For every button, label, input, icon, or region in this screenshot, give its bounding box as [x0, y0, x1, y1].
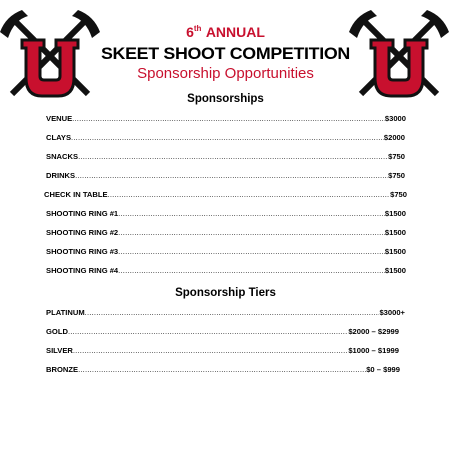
- page-title: SKEET SHOOT COMPETITION: [100, 45, 350, 63]
- sponsorships-heading: Sponsorships: [187, 93, 264, 105]
- item-label: SHOOTING RING #2: [46, 228, 119, 237]
- tiers-heading: Sponsorship Tiers: [175, 287, 276, 299]
- list-item: [46, 247, 406, 257]
- item-label: SILVER: [46, 346, 73, 355]
- list-item: [46, 266, 406, 276]
- list-item: [46, 365, 400, 375]
- item-label: DRINKS: [46, 171, 76, 180]
- item-price: $750: [388, 152, 405, 161]
- page-subtitle: Sponsorship Opportunities: [137, 65, 314, 82]
- logo-letter: U: [395, 70, 403, 81]
- leader-dots: [75, 171, 388, 181]
- annual-label: [0, 24, 451, 40]
- leader-dots: [78, 365, 366, 375]
- item-price: $1500: [384, 228, 406, 237]
- item-label: GOLD: [46, 327, 68, 336]
- item-price: $1000 – $1999: [348, 346, 399, 355]
- item-label: CHECK IN TABLE: [44, 190, 108, 199]
- annual-suffix: th: [193, 24, 202, 33]
- list-item: [46, 327, 399, 337]
- list-item: [46, 346, 399, 356]
- item-label: SHOOTING RING #1: [46, 209, 119, 218]
- list-item: [46, 171, 405, 181]
- leader-dots: [72, 114, 385, 124]
- annual-word: ANNUAL: [205, 24, 265, 40]
- list-item: [46, 228, 406, 238]
- list-item: [46, 152, 405, 162]
- leader-dots: [73, 346, 348, 356]
- annual-number: 6: [186, 24, 194, 40]
- logo-letter: U: [46, 70, 54, 81]
- item-label: SHOOTING RING #4: [46, 266, 119, 275]
- list-item: [46, 114, 406, 124]
- item-price: $0 – $999: [366, 365, 400, 374]
- leader-dots: [108, 190, 391, 200]
- item-label: BRONZE: [46, 365, 79, 374]
- list-item: [46, 308, 405, 318]
- list-item: [46, 209, 406, 219]
- item-price: $2000 – $2999: [348, 327, 399, 336]
- leader-dots: [118, 247, 385, 257]
- item-price: $3000+: [379, 308, 405, 317]
- item-label: VENUE: [46, 114, 73, 123]
- leader-dots: [118, 228, 385, 238]
- item-label: PLATINUM: [46, 308, 85, 317]
- item-price: $3000: [384, 114, 406, 123]
- item-price: $750: [390, 190, 407, 199]
- item-label: SNACKS: [46, 152, 79, 161]
- list-item: [46, 133, 405, 143]
- leader-dots: [118, 209, 385, 219]
- item-price: $1500: [384, 266, 406, 275]
- item-price: $2000: [383, 133, 405, 142]
- leader-dots: [71, 133, 384, 143]
- item-price: $750: [388, 171, 405, 180]
- leader-dots: [78, 152, 388, 162]
- item-price: $1500: [384, 209, 406, 218]
- item-price: $1500: [384, 247, 406, 256]
- list-item: [44, 190, 407, 200]
- leader-dots: [85, 308, 380, 318]
- leader-dots: [68, 327, 348, 337]
- leader-dots: [118, 266, 385, 276]
- item-label: SHOOTING RING #3: [46, 247, 119, 256]
- item-label: CLAYS: [46, 133, 72, 142]
